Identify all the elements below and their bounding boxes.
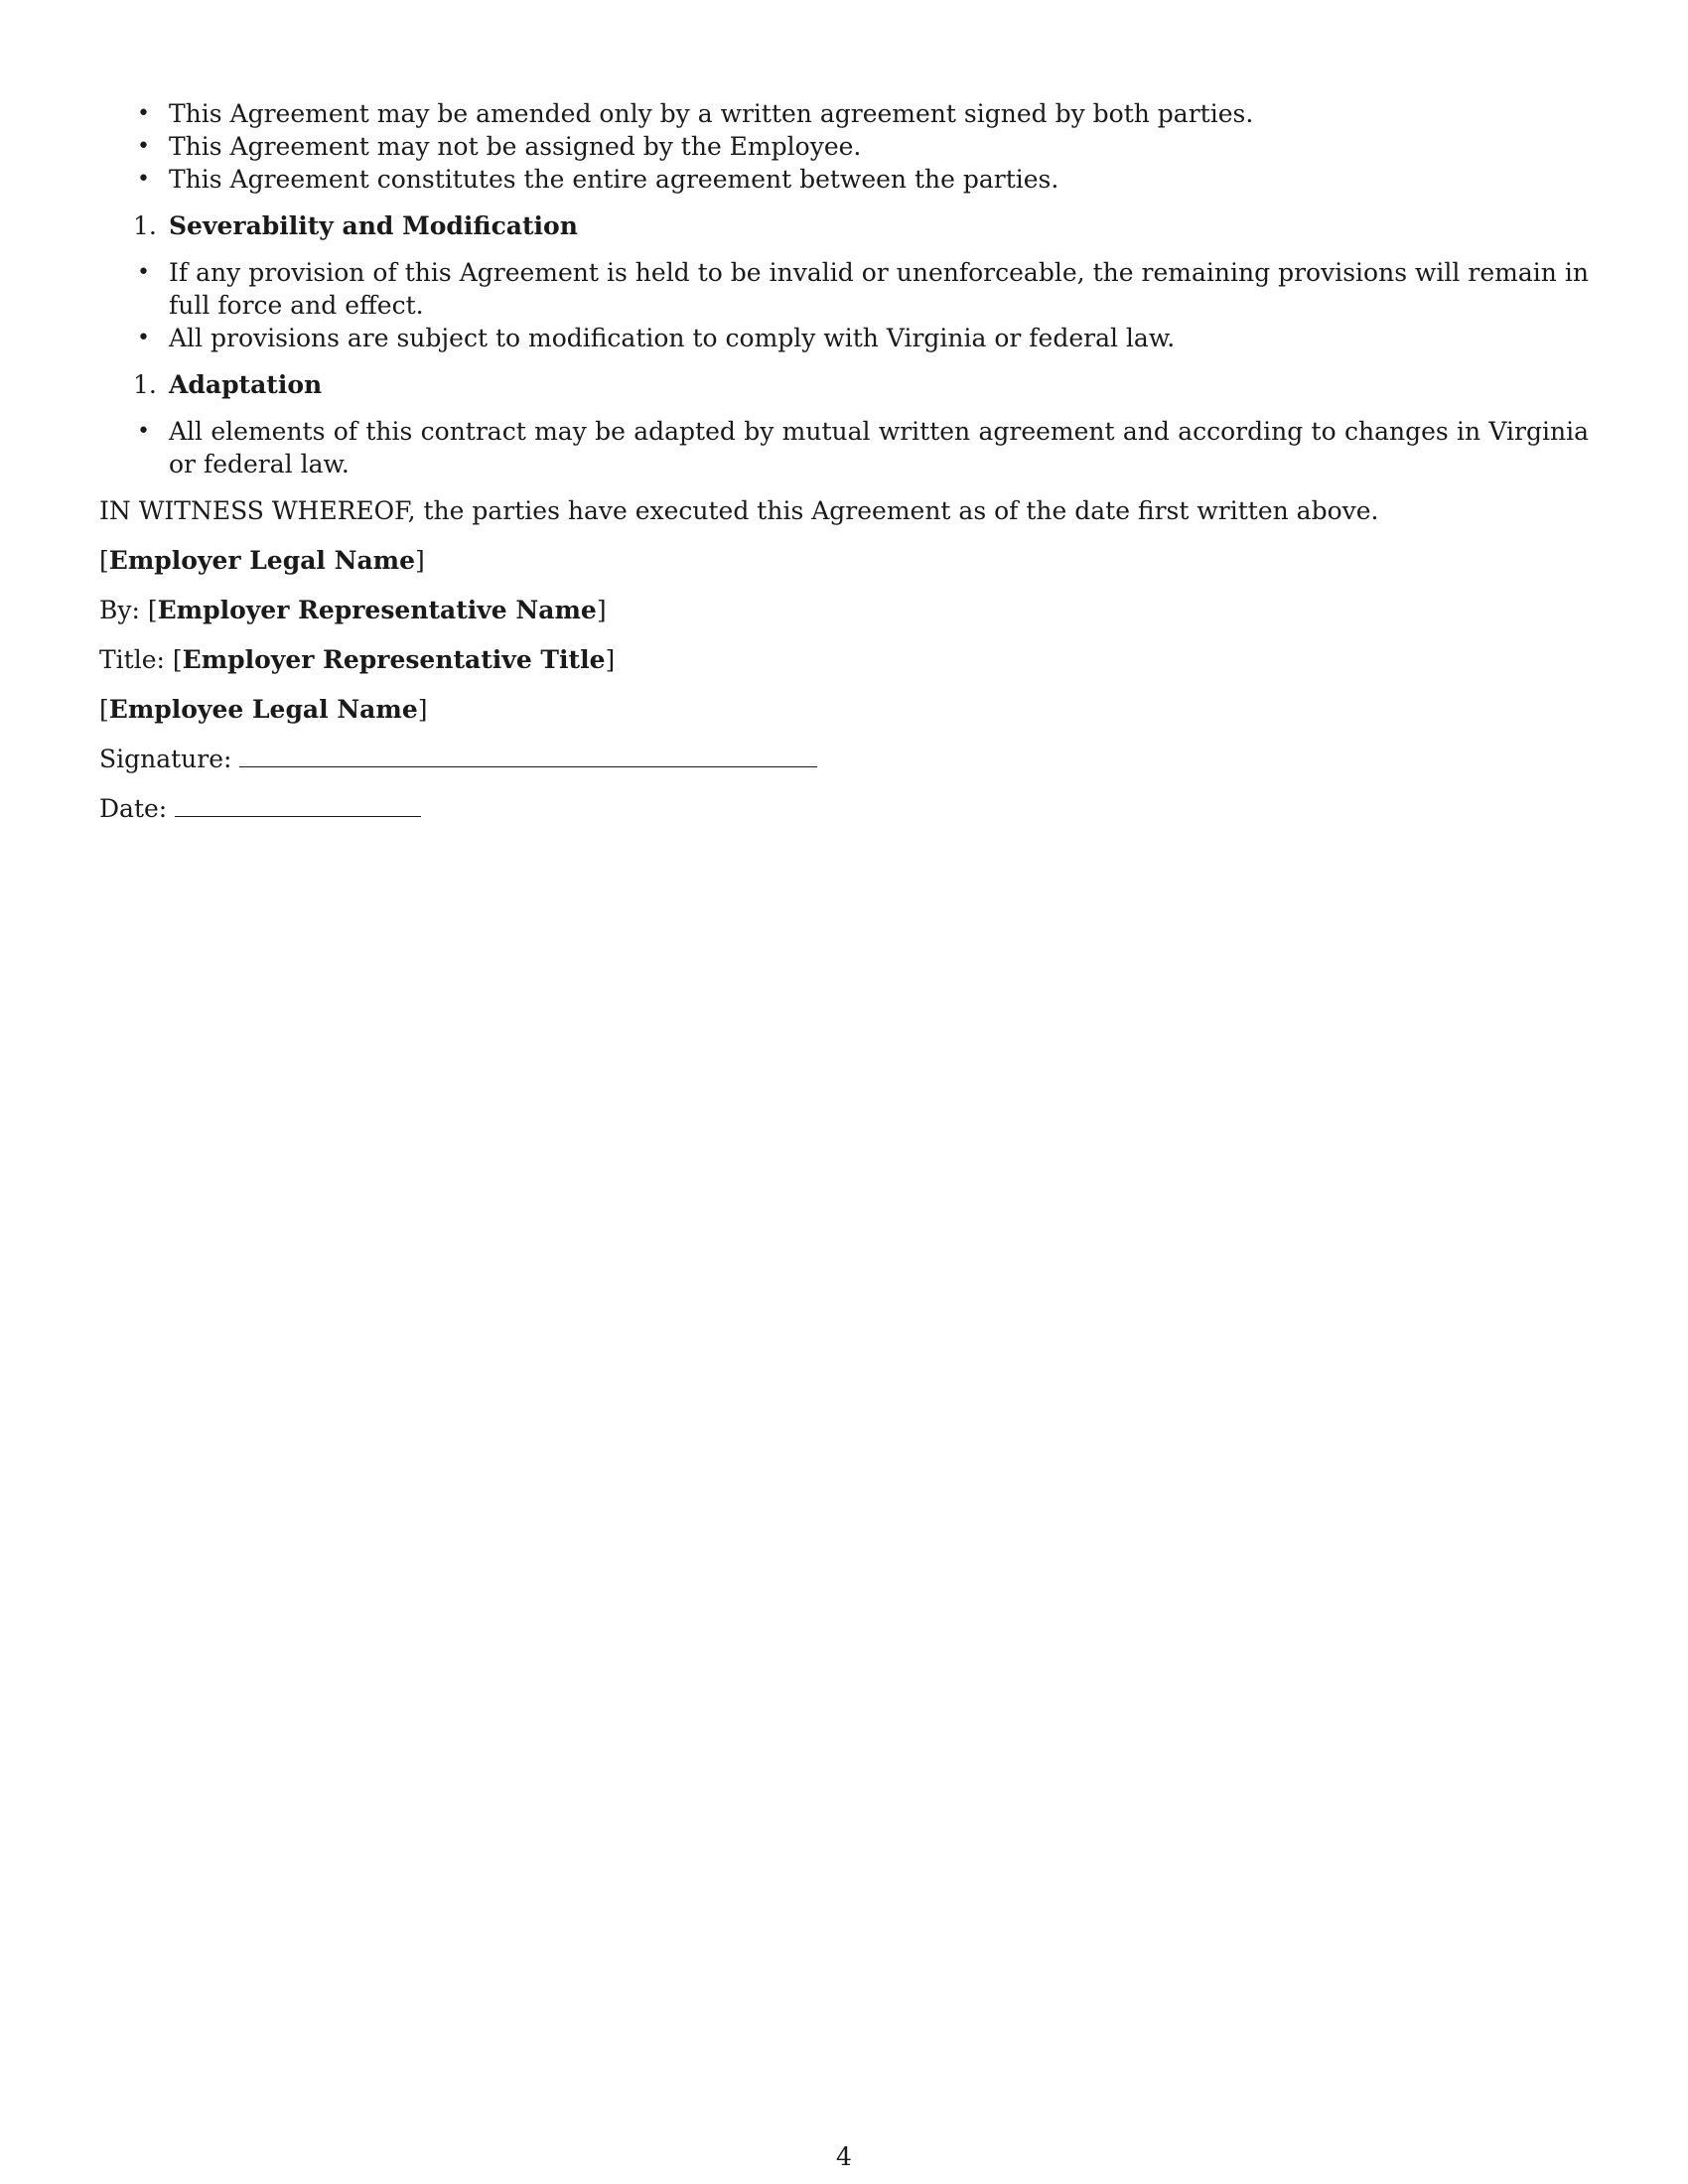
intro-bullet-list <box>99 97 1589 196</box>
bullet-icon: • <box>137 101 150 126</box>
list-item: • This Agreement may be amended only by a written agreement signed by both parties. <box>137 99 1254 128</box>
signature-label: Signature: <box>99 745 232 773</box>
section-heading-adaptation <box>99 368 1589 401</box>
representative-name: Employer Representative Name <box>157 596 597 624</box>
signature-blank[interactable] <box>239 745 817 767</box>
employer-name: Employer Legal Name <box>108 546 416 575</box>
section-title: Severability and Modification <box>169 211 578 240</box>
signature-line <box>99 743 1589 775</box>
adaptation-bullet-list <box>99 415 1589 480</box>
bullet-icon: • <box>137 326 150 350</box>
employee-name: Employee Legal Name <box>108 695 418 724</box>
representative-title-line: Title: [Employer Representative Title] <box>99 645 616 674</box>
date-line <box>99 792 1589 825</box>
employee-name-line: [Employee Legal Name] <box>99 695 428 724</box>
list-item: • All elements of this contract may be adapted by mutual written agreement and according to changes in Virginia or federal law. <box>137 417 1589 478</box>
witness-paragraph: IN WITNESS WHEREOF, the parties have executed this Agreement as of the date first written above. <box>99 496 1379 525</box>
list-item: • If any provision of this Agreement is held to be invalid or unenforceable, the remaining provisions will remain in full force and effect. <box>137 258 1589 320</box>
representative-name-line: By: [Employer Representative Name] <box>99 596 607 624</box>
section-title: Adaptation <box>169 370 323 399</box>
by-label: By: <box>99 596 140 624</box>
bullet-icon: • <box>137 260 150 285</box>
date-blank[interactable] <box>175 794 421 817</box>
section-number: 1. <box>133 211 157 240</box>
employer-name-line: [Employer Legal Name] <box>99 546 425 575</box>
date-label: Date: <box>99 794 168 823</box>
bullet-icon: • <box>137 134 150 159</box>
list-item: • All provisions are subject to modification to comply with Virginia or federal law. <box>137 324 1176 352</box>
document-body <box>99 97 1589 825</box>
bullet-icon: • <box>137 419 150 444</box>
list-item: • This Agreement constitutes the entire agreement between the parties. <box>137 165 1059 194</box>
bullet-icon: • <box>137 167 150 192</box>
page-number: 4 <box>836 2142 852 2171</box>
list-item: • This Agreement may not be assigned by the Employee. <box>137 132 862 161</box>
section-heading-severability <box>99 209 1589 242</box>
severability-bullet-list <box>99 256 1589 354</box>
section-number: 1. <box>133 370 157 399</box>
representative-title: Employer Representative Title <box>182 645 606 674</box>
title-label: Title: <box>99 645 165 674</box>
